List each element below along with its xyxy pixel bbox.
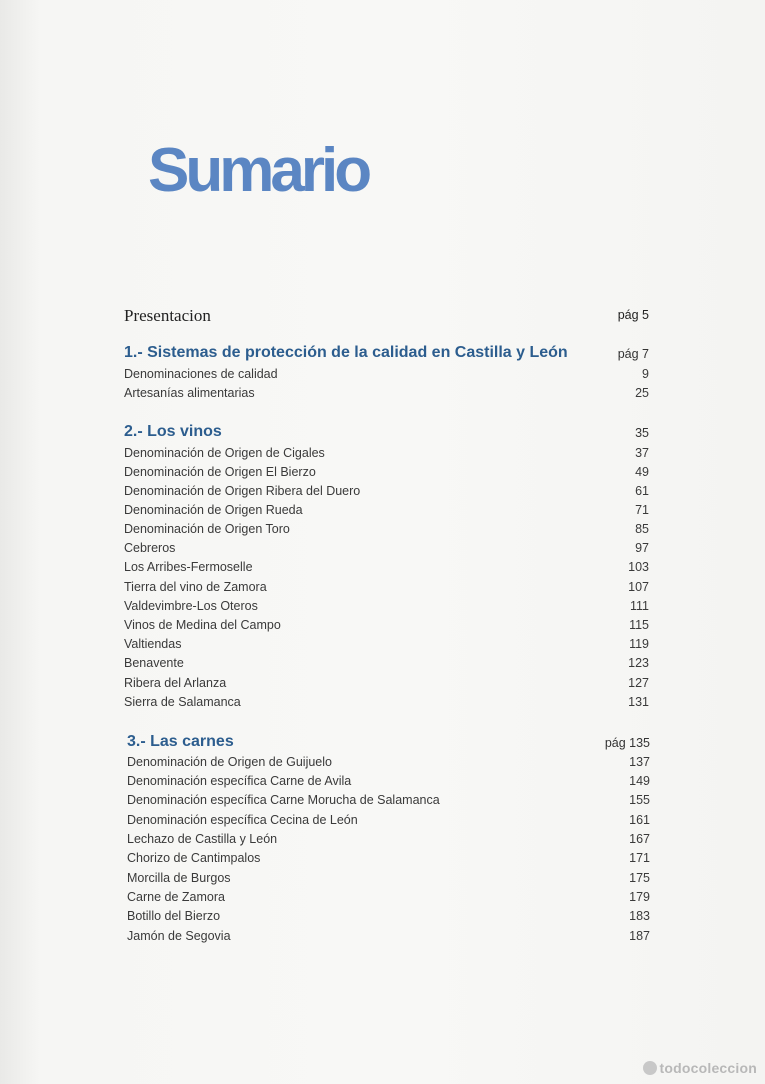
toc-item-label: Denominación de Origen de Cigales [124,446,325,460]
toc-item-page: 123 [628,656,649,670]
toc-item-label: Denominaciones de calidad [124,367,278,381]
toc-item-page: 131 [628,695,649,709]
toc-item-page: 183 [629,909,650,923]
toc-item-label: Morcilla de Burgos [127,871,231,885]
toc-item-label: Jamón de Segovia [127,929,231,943]
toc-item [127,793,650,811]
toc-item-label: Valdevimbre-Los Oteros [124,599,258,613]
toc-item [124,446,649,464]
toc-item-page: 61 [635,484,649,498]
toc-item-page: 115 [629,618,649,632]
section-heading-page: pág 7 [617,347,649,361]
toc-intro-label: Presentacion [124,306,211,325]
toc-item [127,890,650,908]
toc-item-label: Denominación específica Carne Morucha de Salamanca [127,793,440,807]
toc-item-page: 97 [635,541,649,555]
toc-item [127,851,650,869]
toc-item-page: 37 [635,446,649,460]
section-heading-label: 1.- Sistemas de protección de la calidad en Castilla y León [124,344,568,361]
toc-item [127,832,650,850]
toc-item [124,656,649,674]
toc-item-page: 25 [635,386,649,400]
page-title: Sumario [148,136,369,205]
section-heading-page: 35 [635,426,649,440]
toc-item-page: 85 [635,522,649,536]
section-heading-label: 2.- Los vinos [124,423,222,440]
toc-item-page: 137 [629,755,650,769]
toc-item-page: 167 [629,832,650,846]
toc-item-page: 155 [629,793,650,807]
toc-item [124,560,649,578]
toc-item-page: 111 [629,599,649,613]
toc-item-label: Denominación de Origen El Bierzo [124,465,316,479]
toc-intro-page: pág 5 [617,308,649,322]
toc-item [124,484,649,502]
toc-item [127,755,650,773]
toc-item [127,871,650,889]
toc-item [124,541,649,559]
toc-item-label: Benavente [124,656,184,670]
toc-item-label: Sierra de Salamanca [124,695,241,709]
toc-item-label: Denominación específica Carne de Avila [127,774,352,788]
toc-intro-row [124,306,649,324]
watermark [643,1060,758,1076]
toc-item [124,695,649,713]
toc-item-label: Valtiendas [124,637,182,651]
toc-item-page: 161 [629,813,650,827]
toc-item [127,929,650,947]
toc-item-label: Denominación de Origen Toro [124,522,290,536]
toc-item-label: Carne de Zamora [127,890,225,904]
watermark-text: todocoleccion [659,1060,757,1076]
toc-item-label: Botillo del Bierzo [127,909,221,923]
toc-item-page: 9 [642,367,649,381]
section-heading-page: pág 135 [604,736,650,750]
toc-item-page: 175 [629,871,650,885]
toc-item-label: Ribera del Arlanza [124,676,227,690]
toc-section-heading [124,423,649,441]
toc-item-label: Denominación de Origen Rueda [124,503,303,517]
toc-item-page: 71 [635,503,649,517]
toc-item-label: Denominación específica Cecina de León [127,813,358,827]
toc-item-page: 179 [629,890,650,904]
toc-item [124,386,649,404]
toc-item-label: Los Arribes-Fermoselle [124,560,253,574]
toc-item-page: 127 [628,676,649,690]
toc-item [127,774,650,792]
toc-item-page: 49 [635,465,649,479]
toc-item-label: Cebreros [124,541,176,555]
toc-item [127,909,650,927]
toc-item-label: Tierra del vino de Zamora [124,580,267,594]
toc-item [124,637,649,655]
toc-section-heading [127,733,650,751]
toc-item-page: 107 [628,580,649,594]
toc-item-label: Lechazo de Castilla y León [127,832,278,846]
toc-item-label: Chorizo de Cantimpalos [127,851,261,865]
toc-item [124,676,649,694]
toc-item-page: 119 [629,637,649,651]
toc-item [124,599,649,617]
toc-item-page: 149 [629,774,650,788]
toc-item [124,618,649,636]
toc-item-label: Artesanías alimentarias [124,386,255,400]
toc-item [124,580,649,598]
toc-item [127,813,650,831]
toc-item [124,503,649,521]
section-heading-label: 3.- Las carnes [127,733,234,750]
toc-item-page: 171 [629,851,650,865]
toc-item-page: 103 [628,560,649,574]
toc-item [124,522,649,540]
toc-item [124,367,649,385]
toc-item-page: 187 [629,929,650,943]
toc-item-label: Denominación de Origen Ribera del Duero [124,484,361,498]
watermark-logo-icon [643,1061,657,1075]
toc-item-label: Vinos de Medina del Campo [124,618,281,632]
toc-item-label: Denominación de Origen de Guijuelo [127,755,332,769]
toc-item [124,465,649,483]
toc-section-heading [124,344,649,362]
